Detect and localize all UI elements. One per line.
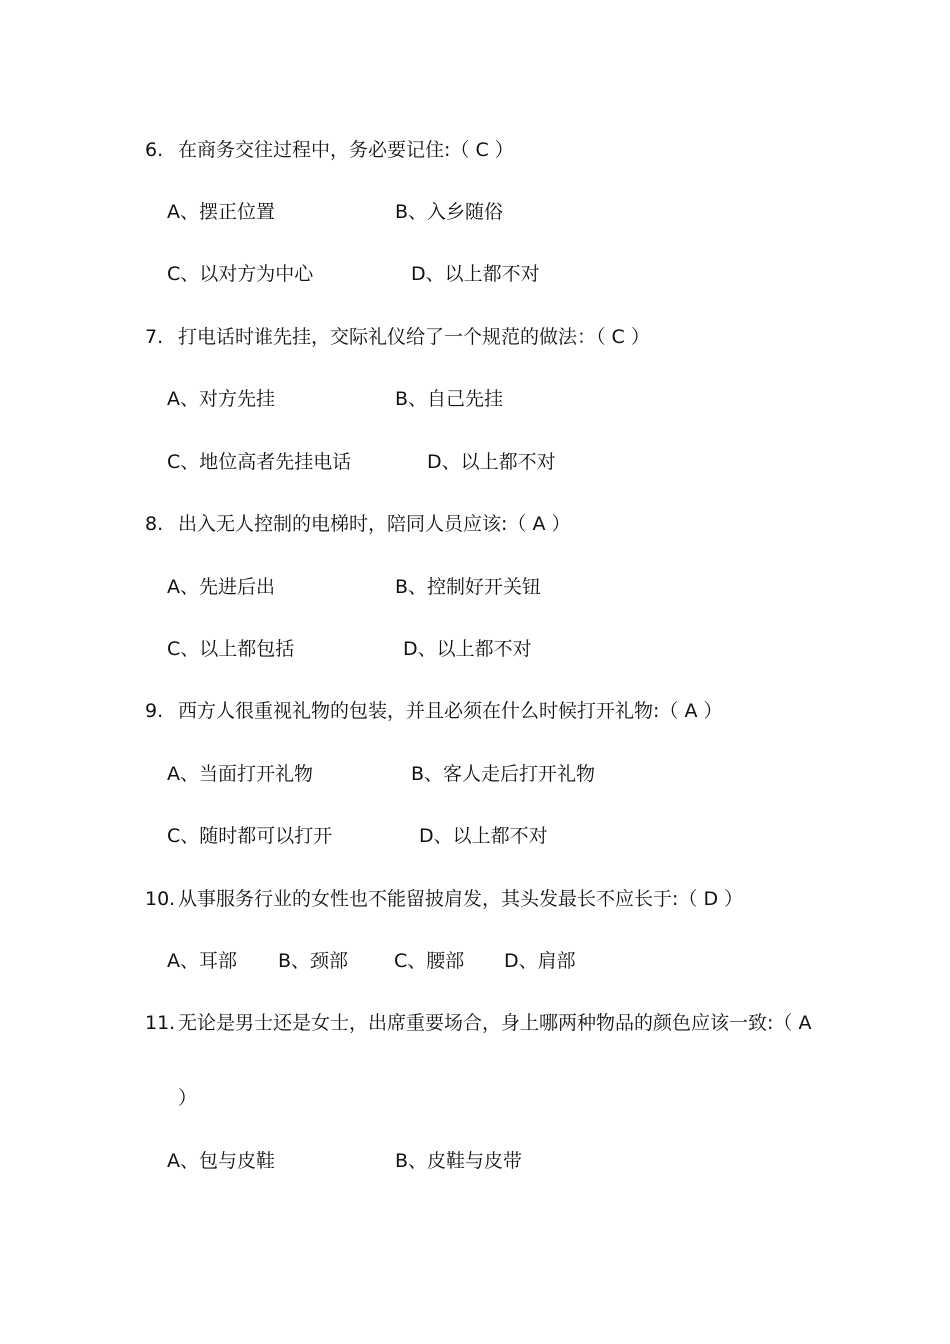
option-d: D、以上都不对 (419, 825, 548, 847)
question-11 (145, 1011, 811, 1035)
question-text: 西方人很重视礼物的包装，并且必须在什么时候打开礼物:（ A ） (178, 700, 723, 722)
option-a: A、包与皮鞋 (167, 1150, 275, 1172)
option-c: C、腰部 (394, 950, 465, 972)
question-text: 无论是男士还是女士，出席重要场合，身上哪两种物品的颜色应该一致:（ A (178, 1012, 812, 1034)
option-c: C、以对方为中心 (167, 263, 314, 285)
question-continuation: ） (178, 1087, 198, 1109)
question-number: 6. (145, 139, 164, 161)
option-b: B、皮鞋与皮带 (395, 1150, 523, 1172)
question-10 (145, 887, 743, 911)
question-number: 9. (145, 700, 164, 722)
option-a: A、摆正位置 (167, 201, 275, 223)
question-6 (145, 138, 514, 162)
option-c: C、以上都包括 (167, 638, 295, 660)
question-7 (145, 325, 650, 349)
question-9 (145, 699, 722, 723)
question-text: 打电话时谁先挂，交际礼仪给了一个规范的做法：（ C ） (178, 326, 650, 348)
option-a: A、当面打开礼物 (167, 763, 313, 785)
option-a: A、耳部 (167, 950, 237, 972)
question-number: 11. (145, 1012, 176, 1034)
option-d: D、以上都不对 (427, 451, 556, 473)
option-b: B、自己先挂 (395, 388, 504, 410)
option-d: D、以上都不对 (403, 638, 532, 660)
option-a: A、对方先挂 (167, 388, 275, 410)
option-c: C、随时都可以打开 (167, 825, 333, 847)
option-b: B、控制好开关钮 (395, 576, 542, 598)
option-d: D、以上都不对 (411, 263, 540, 285)
option-d: D、肩部 (504, 950, 576, 972)
question-number: 10. (145, 888, 176, 910)
question-text: 从事服务行业的女性也不能留披肩发，其头发最长不应长于:（ D ） (178, 888, 744, 910)
question-number: 8. (145, 513, 164, 535)
question-text: 在商务交往过程中，务必要记住:（ C ） (178, 139, 514, 161)
option-b: B、客人走后打开礼物 (411, 763, 596, 785)
option-c: C、地位高者先挂电话 (167, 451, 352, 473)
question-text: 出入无人控制的电梯时，陪同人员应该:（ A ） (178, 513, 571, 535)
question-number: 7. (145, 326, 164, 348)
question-8 (145, 512, 570, 536)
option-b: B、颈部 (278, 950, 349, 972)
option-a: A、先进后出 (167, 576, 275, 598)
option-b: B、入乡随俗 (395, 201, 504, 223)
